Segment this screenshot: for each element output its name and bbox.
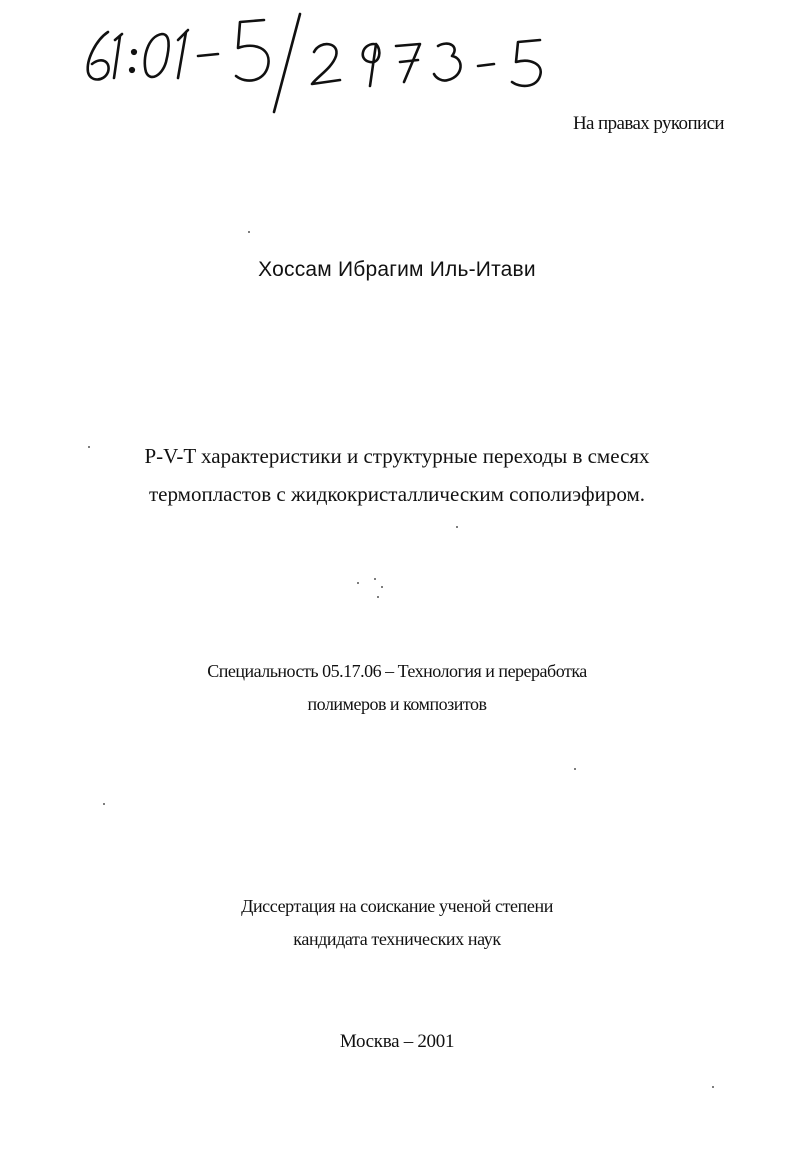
scan-speck xyxy=(88,446,90,448)
city-year: Москва – 2001 xyxy=(339,1031,455,1052)
specialty-line-2: полимеров и композитов xyxy=(307,694,487,714)
scan-speck xyxy=(381,586,383,588)
scan-speck xyxy=(377,596,379,598)
rights-note: На правах рукописи xyxy=(572,113,724,134)
scan-speck xyxy=(456,526,458,528)
scan-speck xyxy=(357,582,359,584)
dissertation-title xyxy=(0,437,794,513)
scan-speck xyxy=(374,578,376,580)
degree-line-1: Диссертация на соискание ученой степени xyxy=(241,896,553,916)
title-line-1: P-V-T характеристики и структурные переходы в смесях xyxy=(144,444,650,468)
handwritten-archive-mark xyxy=(78,10,558,120)
scan-speck xyxy=(712,1086,714,1088)
specialty xyxy=(0,655,794,721)
degree-line-2: кандидата технических наук xyxy=(293,929,501,949)
scan-speck xyxy=(248,231,250,233)
specialty-line-1: Специальность 05.17.06 – Технология и переработка xyxy=(207,661,587,681)
degree-statement xyxy=(0,890,794,956)
title-line-2: термопластов с жидкокристаллическим сополиэфиром. xyxy=(148,482,645,506)
author-name: Хоссам Ибрагим Иль-Итави xyxy=(258,258,536,281)
scan-speck xyxy=(103,803,105,805)
scan-speck xyxy=(574,768,576,770)
